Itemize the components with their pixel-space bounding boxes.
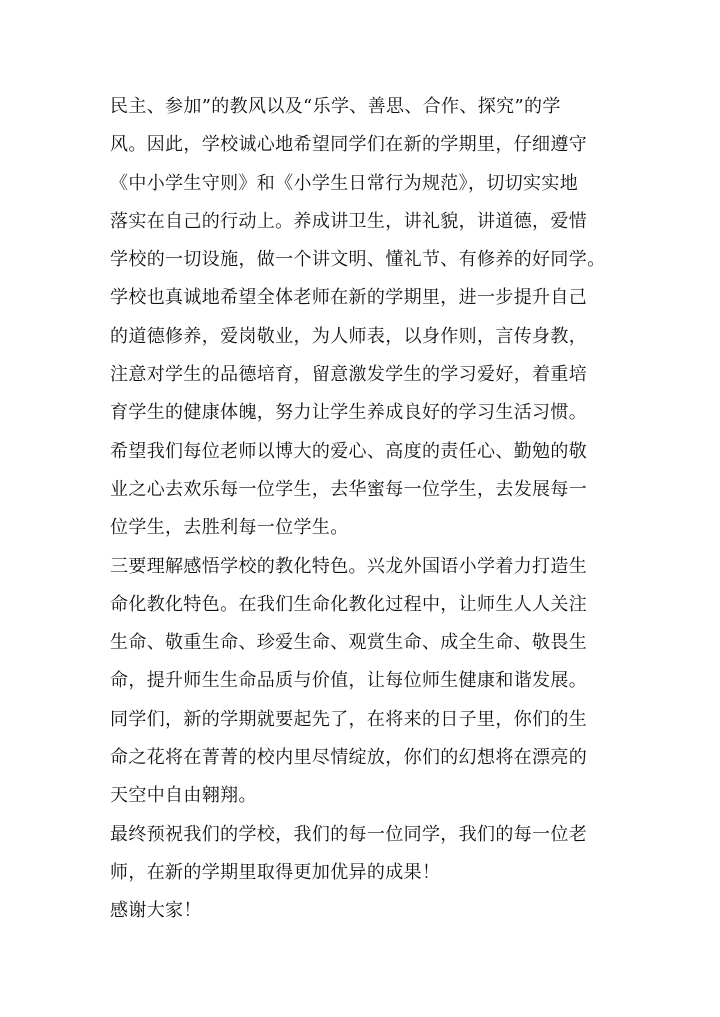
text-line: 同学们，新的学期就要起先了，在将来的日子里，你们的生	[110, 708, 588, 730]
text-line: 学校的一切设施，做一个讲文明、懂礼节、有修养的好同学。	[110, 249, 606, 271]
text-line: 位学生，去胜利每一位学生。	[110, 517, 349, 539]
text-line: 《中小学生守则》和《小学生日常行为规范》，切切实实地	[110, 172, 579, 194]
text-line: 天空中自由翱翔。	[110, 785, 257, 807]
text-line: 三要理解感悟学校的教化特色。兴龙外国语小学着力打造生	[110, 555, 588, 577]
text-line: 命化教化特色。在我们生命化教化过程中，让师生人人关注	[110, 593, 588, 615]
text-line: 命，提升师生生命品质与价值，让每位师生健康和谐发展。	[110, 670, 588, 692]
text-line: 的道德修养，爱岗敬业，为人师表，以身作则，言传身教，	[110, 325, 588, 347]
text-line: 业之心去欢乐每一位学生，去华蜜每一位学生，去发展每一	[110, 478, 588, 500]
text-line: 师，在新的学期里取得更加优异的成果！	[110, 861, 441, 883]
text-line: 学校也真诚地希望全体老师在新的学期里，进一步提升自己	[110, 287, 588, 309]
text-line: 最终预祝我们的学校，我们的每一位同学，我们的每一位老	[110, 823, 588, 845]
text-line: 感谢大家！	[110, 900, 202, 922]
text-line: 风。因此，学校诚心地希望同学们在新的学期里，仔细遵守	[110, 134, 588, 156]
text-line: 希望我们每位老师以博大的爱心、高度的责任心、勤勉的敬	[110, 440, 588, 462]
text-line: 生命、敬重生命、珍爱生命、观赏生命、成全生命、敬畏生	[110, 632, 588, 654]
text-line: 民主、参加”的教风以及“乐学、善思、合作、探究”的学	[110, 96, 561, 117]
text-line: 育学生的健康体魄，努力让学生养成良好的学习生活习惯。	[110, 402, 588, 424]
text-line: 落实在自己的行动上。养成讲卫生，讲礼貌，讲道德，爱惜	[110, 210, 588, 232]
text-line: 注意对学生的品德培育，留意激发学生的学习爱好，着重培	[110, 364, 588, 386]
document-body	[110, 88, 615, 931]
text-line: 命之花将在菁菁的校内里尽情绽放，你们的幻想将在漂亮的	[110, 747, 588, 769]
